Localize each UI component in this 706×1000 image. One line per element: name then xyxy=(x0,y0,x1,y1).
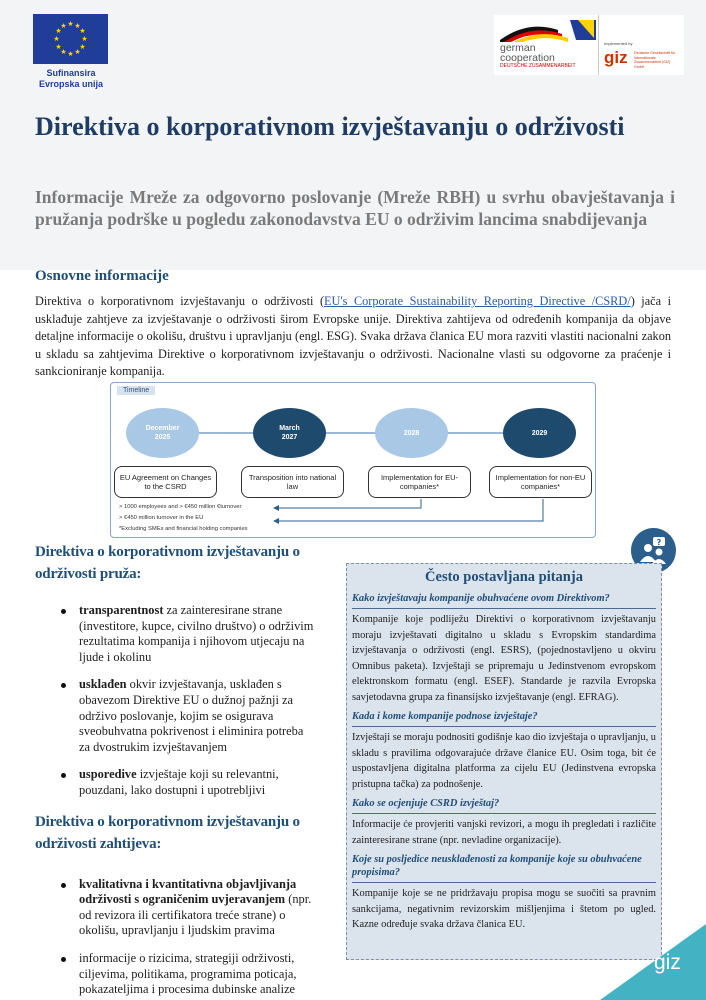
faq-question: Kako se ocjenjuje CSRD izvještaj? xyxy=(352,798,500,809)
flag-ribbon-icon xyxy=(498,16,598,42)
list-item-bold: usklađen xyxy=(79,677,127,692)
list-item xyxy=(35,677,315,755)
svg-text:?: ? xyxy=(656,538,662,547)
svg-text:★: ★ xyxy=(79,43,86,51)
timeline-note-2: > €450 million turnover in the EU xyxy=(119,515,204,521)
timeline-note-1: > 1000 employees and > €450 million €turnover xyxy=(119,504,242,510)
faq-question: Kada i kome kompanije podnose izvještaje? xyxy=(352,711,538,722)
eu-caption-line1: Sufinansira xyxy=(46,68,96,78)
timeline-circle-line1: December xyxy=(145,425,180,432)
faq-title: Često postavljana pitanja xyxy=(425,569,583,585)
page-title: Direktiva o korporativnom izvještavanju o održivosti xyxy=(35,112,625,141)
svg-text:★: ★ xyxy=(53,35,60,43)
list-item-text: informacije o rizicima, strategiji održivosti, ciljevima, politikama, programima poticaja, pokazateljima i procesima dubinske analize xyxy=(79,950,297,997)
svg-text:★: ★ xyxy=(67,20,74,28)
svg-text:★: ★ xyxy=(55,43,62,51)
list-item-text: za zainteresirane strane (investitore, kupce, civilno društvo) o održivim rezultatima kompanija i njihovom utjecaju na ljude i okolinu xyxy=(79,603,314,664)
timeline-figure xyxy=(110,382,596,538)
list-item-text: okvir izvještavanja, usklađen s obavezom Direktive EU o dužnoj pažnji za održivo poslovanje, kojim se osigurava sveobuhvatna pokrivenost i eliminira potreba za dvostrukim izvještavanjem xyxy=(79,677,304,754)
faq-answer: Izvještaji se moraju podnositi godišnje kao dio izvještaja o upravljanju, u skladu s pravilima odgovarajuće države članice EU. Osim toga, bit će uspostavljena digitalna platforma za cijelu EU (Jedinstvena evropska pristupna tačka) za podnošenje. xyxy=(352,732,656,790)
left-column xyxy=(35,541,315,1000)
faq-divider xyxy=(352,726,656,727)
intro-text-1: Direktiva o korporativnom izvještavanju o održivosti ( xyxy=(35,294,325,308)
logo-divider xyxy=(598,15,599,75)
timeline-box: Transposition into national law xyxy=(241,466,344,498)
faq-answer: Informacije će provjeriti vanjski revizori, a mogu ih pregledati i različite zainteresirane strane (npr. nevladine organizacije). xyxy=(352,819,656,846)
list-item-bold: kvalitativna i kvantitativna objavljivanja održivosti s ograničenim uvjeravanjem xyxy=(79,876,297,907)
german-cooperation-text xyxy=(500,43,576,70)
faq-divider xyxy=(352,882,656,883)
timeline-circle-line1: March xyxy=(279,425,300,432)
timeline-note-3: *Excluding SMEs and financial holding companies xyxy=(119,526,248,532)
timeline-box: Implementation for non-EU companies* xyxy=(489,466,592,498)
faq-answer: Kompanije koje se ne pridržavaju propisa mogu se suočiti sa pravnim sankcijama, negativnim revizorskim mišljenjima i štetom po ugled. Kazne određuje svaka država članica EU. xyxy=(352,888,656,930)
eu-flag-logo xyxy=(33,14,108,64)
basic-info-heading: Osnovne informacije xyxy=(35,268,169,284)
list-item-text: izvještaje koji su relevantni, pouzdani, lako dostupni i upotrebljivi xyxy=(79,767,279,797)
requires-heading: Direktiva o korporativnom izvještavanju o održivosti zahtijeva: xyxy=(35,813,300,852)
svg-text:★: ★ xyxy=(81,35,88,43)
csrd-link[interactable]: EU's Corporate Sustainability Reporting Directive /CSRD/ xyxy=(324,294,631,308)
svg-text:★: ★ xyxy=(60,22,67,30)
faq-panel xyxy=(346,563,662,960)
footer-giz-logo: giz xyxy=(654,951,681,974)
requires-list xyxy=(35,877,315,998)
timeline-box: EU Agreement on Changes to the CSRD xyxy=(114,466,217,498)
timeline-circle-line1: 2028 xyxy=(403,429,420,437)
german-cooperation-giz-logo xyxy=(494,15,684,75)
gc-line3: DEUTSCHE ZUSAMMENARBEIT xyxy=(500,63,576,69)
timeline-circle-line2: 2027 xyxy=(281,434,298,441)
list-item-bold: usporedive xyxy=(79,767,137,782)
svg-text:★: ★ xyxy=(79,27,86,35)
provides-heading: Direktiva o korporativnom izvještavanju o održivosti pruža: xyxy=(35,544,300,582)
timeline-circle-line2: 2025 xyxy=(154,434,171,441)
timeline-circle-line1: 2029 xyxy=(531,429,548,437)
svg-text:★: ★ xyxy=(67,50,74,58)
timeline-label: Timeline xyxy=(117,386,155,395)
svg-text:★: ★ xyxy=(74,22,81,30)
list-item xyxy=(35,767,315,798)
list-item xyxy=(35,877,315,939)
gc-line2: cooperation xyxy=(500,52,555,64)
faq-question: Kako izvještavaju kompanije obuhvaćene ovom Direktivom? xyxy=(352,593,610,604)
faq-question: Koje su posljedice neusklađenosti za kompanije koje su obuhvaćene propisima? xyxy=(352,854,642,878)
giz-logo-text: giz xyxy=(604,48,628,67)
svg-text:★: ★ xyxy=(74,48,81,56)
intro-text-2: ) jača i usklađuje zahtjeve za izvještavanje o održivosti širom Evropske unije. Direktiva zahtijeva od određenih kompanija da objave detaljne informacije o okolišu, društvu i upravljanju (engl. ESG). Svaka država članica EU mora razviti vlastiti nacionalni zakon u skladu sa zahtjevima Direktive o korporativnom izvještavanju o održivosti. Nacionalne vlasti su odgovorne za praćenje i sankcioniranje kompanija. xyxy=(35,294,672,378)
provides-list xyxy=(35,603,315,799)
list-item-text: (npr. od revizora ili certifikatora treće strane) o okolišu, upravljanju i ljudskim pravima xyxy=(79,892,312,938)
svg-text:★: ★ xyxy=(60,48,67,56)
list-item xyxy=(35,603,315,665)
page-subtitle: Informacije Mreže za odgovorno poslovanje (Mreže RBH) u svrhu obavještavanja i pružanja podrške u pogledu zakonodavstva EU o održivim lancima snabdijevanja xyxy=(35,187,675,229)
faq-divider xyxy=(352,813,656,814)
basic-info-paragraph xyxy=(35,293,671,381)
eu-caption xyxy=(30,68,112,90)
timeline-box: Implementation for EU-companies* xyxy=(368,466,471,498)
faq-answer: Kompanije koje podliježu Direktivi o korporativnom izvještavanju moraju izvještavati digitalno u skladu s Evropskim standardima izvještavanja o održivosti (engl. ESRS), (pojednostavljeno u okviru Omnibus paketa). Izvještaji se pripremaju u Jedinstvenom evropskom elektronskom formatu (engl. ESEF). Standarde je razvila Evropska savjetodavna grupa za finansijsko izvještavanje (engl. EFRAG). xyxy=(352,614,656,703)
list-item-bold: transparentnost xyxy=(79,603,164,617)
svg-text:★: ★ xyxy=(55,27,62,35)
gc-line1: german xyxy=(500,42,536,54)
eu-caption-line2: Evropska unija xyxy=(38,79,104,89)
faq-divider xyxy=(352,608,656,609)
implemented-by-text: Implemented by xyxy=(604,41,633,46)
giz-desc-text: Deutsche Gesellschaft für Internationale Zusammenarbeit (GIZ) GmbH xyxy=(634,51,676,69)
list-item xyxy=(35,951,315,998)
